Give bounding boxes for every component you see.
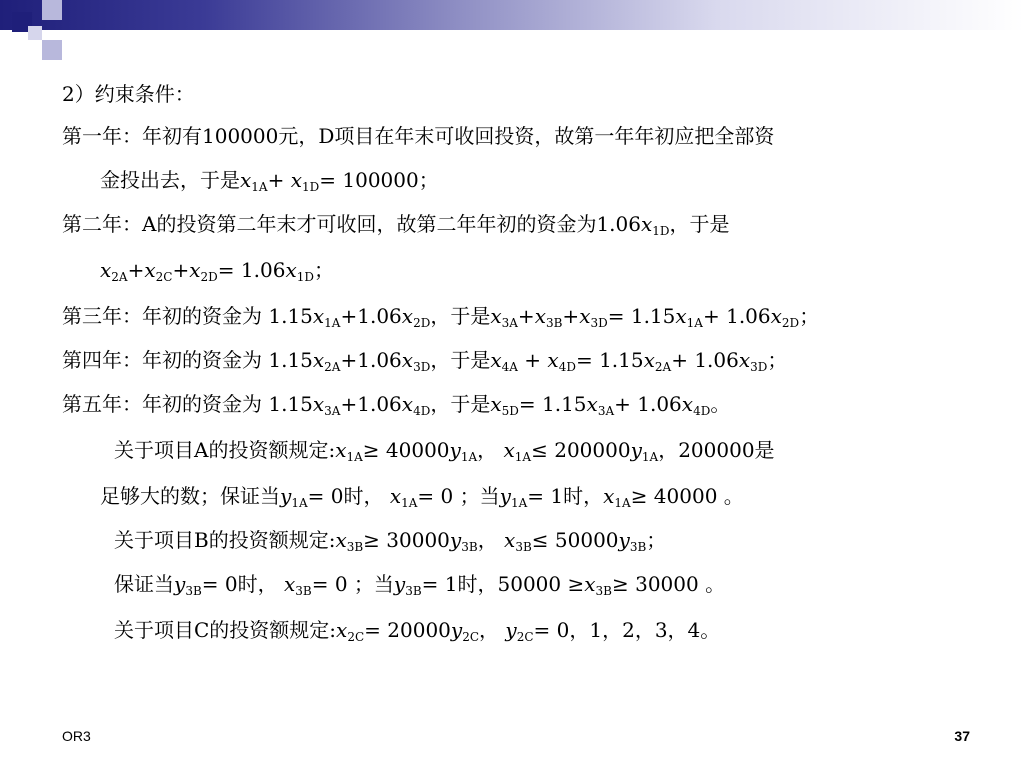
header-gradient-band — [0, 0, 1024, 30]
year5-line: 第五年：年初的资金为 $1.15x_{3A}+1.06x_{4D}$，于是$x_{5D}= 1.15x_{3A}+ 1.06x_{4D}$。 — [62, 392, 731, 418]
projectA-line2: 足够大的数；保证当$y_{1A}= 0$时， $x_{1A}= 0$ ；当$y_{1A}= 1$时，$x_{1A}\ge 40000$ 。 — [100, 484, 744, 510]
constraints-heading: 2）约束条件： — [62, 82, 195, 106]
year1-line1: 第一年：年初有100000元，D项目在年末可收回投资，故第一年年初应把全部资 — [62, 124, 775, 148]
year3-line: 第三年：年初的资金为 $1.15x_{1A}+1.06x_{2D}$，于是$x_{3A}+x_{3B}+x_{3D}= 1.15x_{1A}+ 1.06x_{2D}$； — [62, 304, 820, 330]
projectC-line: 关于项目C的投资额规定$:x_{2C}= 20000y_{2C}$， $y_{2C}= 0$，1，2，3，4。 — [114, 618, 721, 644]
page-number: 37 — [954, 728, 970, 744]
footer-label: OR3 — [62, 728, 91, 744]
decor-square-light — [42, 40, 62, 60]
projectA-line1: 关于项目A的投资额规定$:x_{1A}\ge 40000y_{1A}$， $x_{1A}\le 200000y_{1A}$，200000是 — [114, 438, 775, 464]
year2-line1: 第二年：A的投资第二年末才可收回，故第二年年初的资金为$1.06x_{1D}$，于是 — [62, 212, 730, 238]
decor-square-light — [28, 26, 42, 40]
year4-line: 第四年：年初的资金为 $1.15x_{2A}+1.06x_{3D}$，于是$x_{4A} + x_{4D}= 1.15x_{2A}+ 1.06x_{3D}$； — [62, 348, 788, 374]
projectB-line2: 保证当$y_{3B}= 0$时， $x_{3B}= 0$ ；当$y_{3B}= 1$时，$50000 \ge x_{3B}\ge 30000$ 。 — [114, 572, 726, 598]
year2-line2: $x_{2A}+x_{2C}+x_{2D}= 1.06x_{1D}$； — [100, 258, 334, 284]
projectB-line1: 关于项目B的投资额规定$:x_{3B}\ge 30000y_{3B}$， $x_{3B}\le 50000y_{3B}$； — [114, 528, 667, 554]
decor-square-light — [42, 0, 62, 20]
year1-line2: 金投出去，于是$x_{1A}+ x_{1D}= 100000$； — [100, 168, 439, 194]
